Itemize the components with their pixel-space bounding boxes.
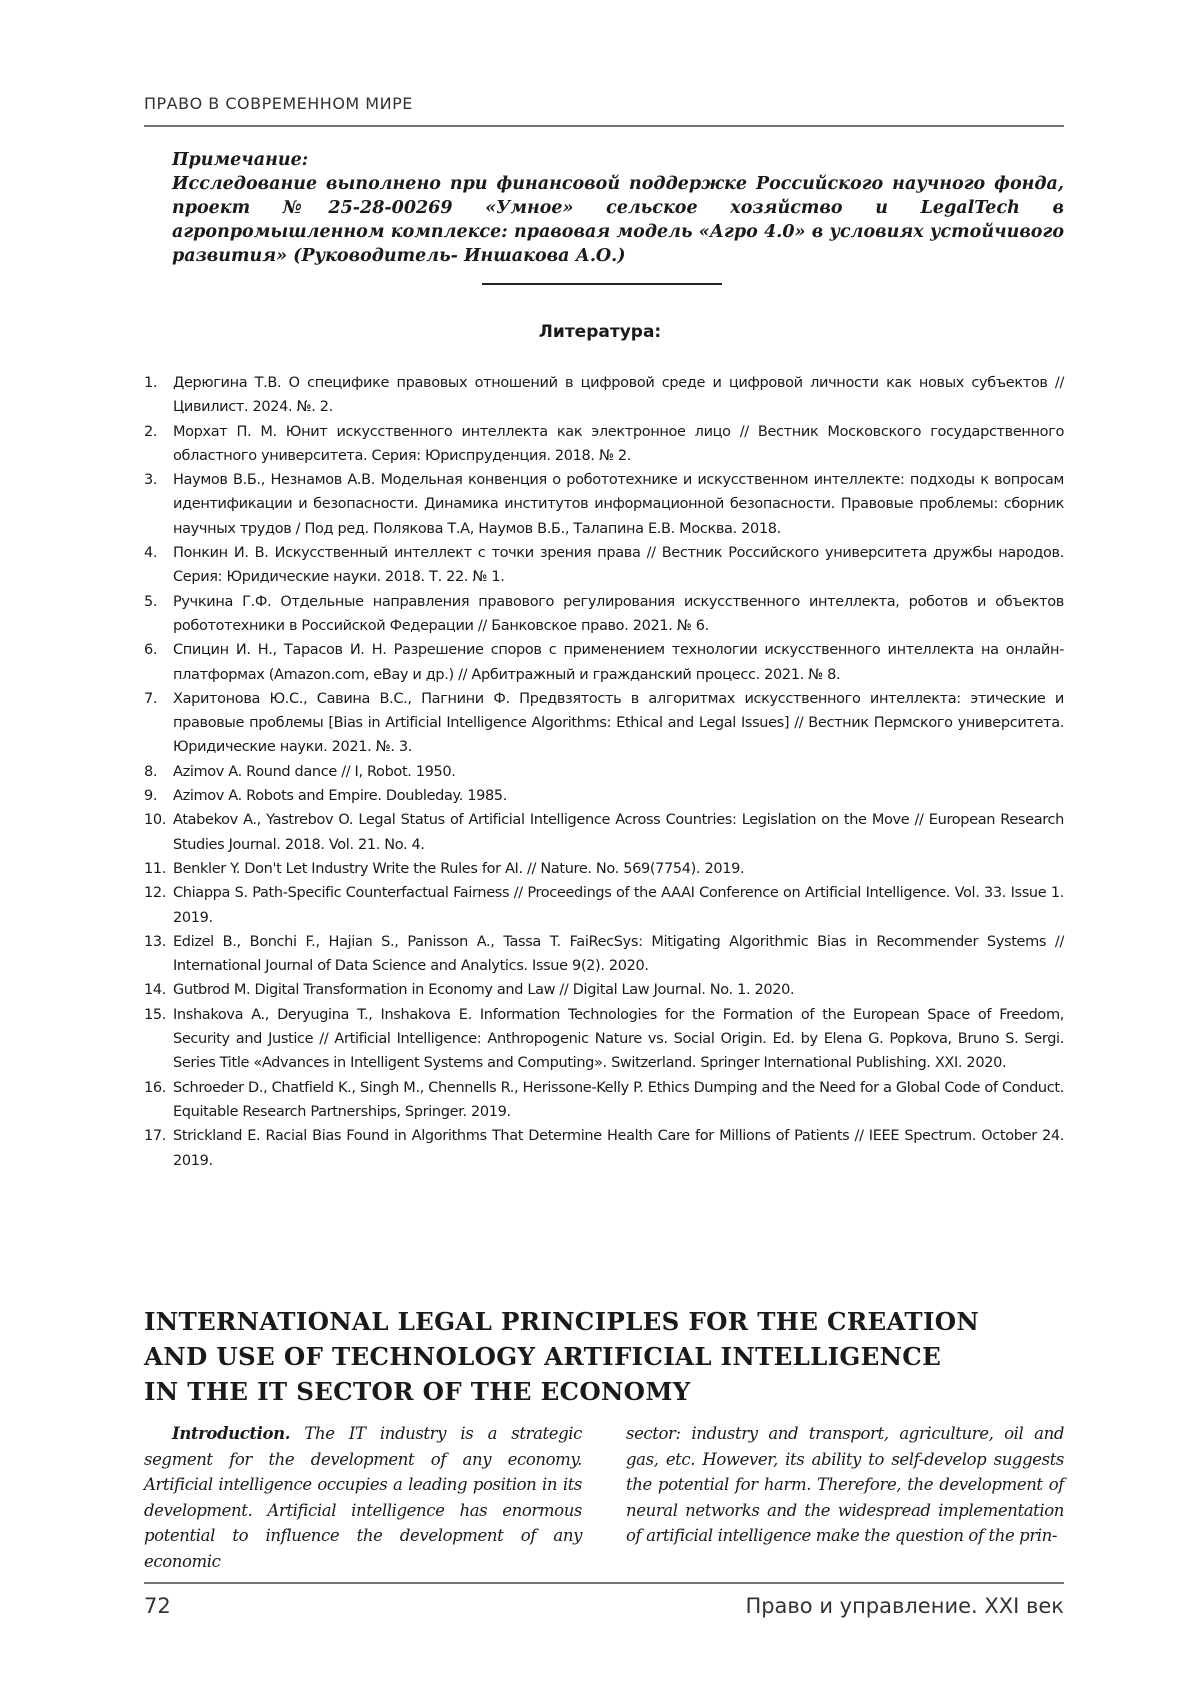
reference-number: 7. bbox=[144, 690, 158, 707]
reference-item bbox=[144, 760, 1064, 784]
reference-text: Ручкина Г.Ф. Отдельные направления правового регулирования искусственного интеллекта, роботов и объектов робототехники в Российской Федерации // Банковское право. 2021. № 6. bbox=[173, 593, 1064, 634]
article-body bbox=[144, 1421, 1064, 1571]
reference-number: 11. bbox=[144, 860, 167, 877]
reference-item bbox=[144, 881, 1064, 930]
footer-rule bbox=[144, 1582, 1064, 1584]
section-separator bbox=[482, 283, 722, 285]
article-title bbox=[144, 1304, 1064, 1409]
funding-note bbox=[172, 148, 1064, 268]
reference-text: Benkler Y. Don't Let Industry Write the Rules for AI. // Nature. No. 569(7754). 2019. bbox=[173, 860, 745, 877]
reference-text: Inshakova A., Deryugina T., Inshakova E. Information Technologies for the Formation of the European Space of Freedom, Security and Justice // Artificial Intelligence: Anthropogenic Nature vs. Social Origin. Ed. by Elena G. Popkova, Bruno S. Sergi. Series Title «Advances in Intelligent Systems and Computing». Switzerland. Springer International Publishing. XXI. 2020. bbox=[173, 1006, 1064, 1072]
reference-item bbox=[144, 1076, 1064, 1125]
reference-text: Edizel B., Bonchi F., Hajian S., Panisson A., Tassa T. FaiRecSys: Mitigating Algorithmic Bias in Recommender Systems // International Journal of Data Science and Analytics. Issue 9(2). 2020. bbox=[173, 933, 1064, 975]
reference-text: Azimov A. Robots and Empire. Doubleday. 1985. bbox=[173, 788, 507, 805]
reference-item bbox=[144, 978, 1064, 1002]
reference-item bbox=[144, 371, 1064, 420]
header-rule bbox=[144, 125, 1064, 127]
reference-text: Schroeder D., Chatfield K., Singh M., Chennells R., Herissone-Kelly P. Ethics Dumping and the Need for a Global Code of Conduct. Equitable Research Partnerships, Springer. 2019. bbox=[173, 1079, 1064, 1120]
body-column-left bbox=[144, 1421, 582, 1571]
reference-number: 12. bbox=[144, 885, 167, 902]
reference-number: 10. bbox=[144, 812, 167, 829]
reference-text: Chiappa S. Path-Specific Counterfactual Fairness // Proceedings of the AAAI Conference on Artificial Intelligence. Vol. 33. Issue 1. 2019. bbox=[173, 885, 1064, 926]
reference-item bbox=[144, 590, 1064, 639]
reference-item bbox=[144, 420, 1064, 469]
body-column-right bbox=[626, 1421, 1064, 1551]
running-header: ПРАВО В СОВРЕМЕННОМ МИРЕ bbox=[144, 94, 413, 113]
reference-number: 14. bbox=[144, 982, 167, 999]
reference-text: Спицин И. Н., Тарасов И. Н. Разрешение споров с применением технологии искусственного интеллекта на онлайн-платформах (Amazon.com, eBay и др.) // Арбитражный и гражданский процесс. 2021. № 8. bbox=[173, 642, 1064, 683]
article-title-line: INTERNATIONAL LEGAL PRINCIPLES FOR THE CREATION bbox=[144, 1307, 980, 1336]
article-title-line: AND USE OF TECHNOLOGY ARTIFICIAL INTELLIGENCE bbox=[144, 1342, 942, 1371]
reference-number: 9. bbox=[144, 788, 158, 805]
reference-item bbox=[144, 784, 1064, 808]
reference-text: Харитонова Ю.С., Савина В.С., Пагнини Ф. Предвзятость в алгоритмах искусственного интеллекта: этические и правовые проблемы [Bias in Artificial Intelligence Algorithms: Ethical and Legal Issues] // Вестник Пермского университета. Юридические науки. 2021. №. 3. bbox=[173, 690, 1064, 756]
note-text: Исследование выполнено при финансовой поддержке Российского научного фонда, проект №25-28-00269 «Умное» сельское хозяйство и LegalTech в агропромышленном комплексе: правовая модель «Агро 4.0» в условиях устойчивого развития» (Руководитель- Иншакова А.О.) bbox=[172, 174, 1064, 266]
reference-item bbox=[144, 857, 1064, 881]
note-title: Примечание: bbox=[172, 150, 309, 170]
reference-text: Atabekov A., Yastrebov O. Legal Status of Artificial Intelligence Across Countries: Legislation on the Move // European Research Studies Journal. 2018. Vol. 21. No. 4. bbox=[173, 812, 1064, 853]
reference-item bbox=[144, 1124, 1064, 1173]
reference-number: 8. bbox=[144, 763, 158, 780]
reference-number: 17. bbox=[144, 1128, 167, 1145]
article-title-line: IN THE IT SECTOR OF THE ECONOMY bbox=[144, 1377, 691, 1406]
reference-text: Наумов В.Б., Незнамов А.В. Модельная конвенция о робототехнике и искусственном интеллекте: подходы к вопросам идентификации и безопасности. Динамика институтов информационной безопасности. Правовые проблемы: сборник научных трудов / Под ред. Полякова Т.А, Наумов В.Б., Талапина Е.В. Москва. 2018. bbox=[173, 472, 1064, 537]
reference-text: Морхат П. М. Юнит искусственного интеллекта как электронное лицо // Вестник Московского государственного областного университета. Серия: Юриспруденция. 2018. № 2. bbox=[173, 423, 1064, 464]
reference-list bbox=[144, 371, 1064, 1173]
reference-item bbox=[144, 541, 1064, 590]
reference-number: 4. bbox=[144, 545, 158, 562]
reference-number: 5. bbox=[144, 593, 158, 610]
literature-heading: Литература: bbox=[538, 322, 662, 342]
reference-text: Дерюгина Т.В. О специфике правовых отношений в цифровой среде и цифровой личности как новых субъектов // Цивилист. 2024. №. 2. bbox=[173, 375, 1064, 416]
intro-lead: Introduction. bbox=[172, 1424, 291, 1443]
reference-text: Azimov A. Round dance // I, Robot. 1950. bbox=[173, 763, 456, 780]
page-number: 72 bbox=[144, 1594, 171, 1618]
intro-text-right: sector: industry and transport, agriculture, oil and gas, etc. However, its ability to self-develop suggests the potential for harm. Therefore, the development of neural networks and the widespread implementation of artificial intelligence make the question of the prin- bbox=[626, 1424, 1064, 1545]
reference-number: 13. bbox=[144, 933, 167, 950]
reference-number: 3. bbox=[144, 472, 158, 489]
reference-text: Strickland E. Racial Bias Found in Algorithms That Determine Health Care for Millions of Patients // IEEE Spectrum. October 24. 2019. bbox=[173, 1128, 1064, 1169]
reference-item bbox=[144, 687, 1064, 760]
reference-item bbox=[144, 638, 1064, 687]
journal-name: Право и управление. XXI век bbox=[745, 1594, 1064, 1618]
reference-text: Понкин И. В. Искусственный интеллект с точки зрения права // Вестник Российского университета дружбы народов. Серия: Юридические науки. 2018. Т. 22. № 1. bbox=[173, 545, 1064, 586]
reference-item bbox=[144, 1003, 1064, 1076]
reference-item bbox=[144, 930, 1064, 979]
intro-text-left: The IT industry is a strategic segment for the development of any economy. Artificial intelligence occupies a leading position in its development. Artificial intelligence has enormous potential to influence the development of any economic bbox=[144, 1424, 582, 1571]
reference-text: Gutbrod M. Digital Transformation in Economy and Law // Digital Law Journal. No. 1. 2020. bbox=[173, 982, 795, 999]
reference-number: 2. bbox=[144, 423, 158, 440]
reference-number: 6. bbox=[144, 642, 158, 659]
reference-number: 16. bbox=[144, 1079, 167, 1096]
reference-number: 15. bbox=[144, 1006, 167, 1023]
reference-number: 1. bbox=[144, 375, 158, 391]
reference-item bbox=[144, 468, 1064, 541]
reference-item bbox=[144, 808, 1064, 857]
